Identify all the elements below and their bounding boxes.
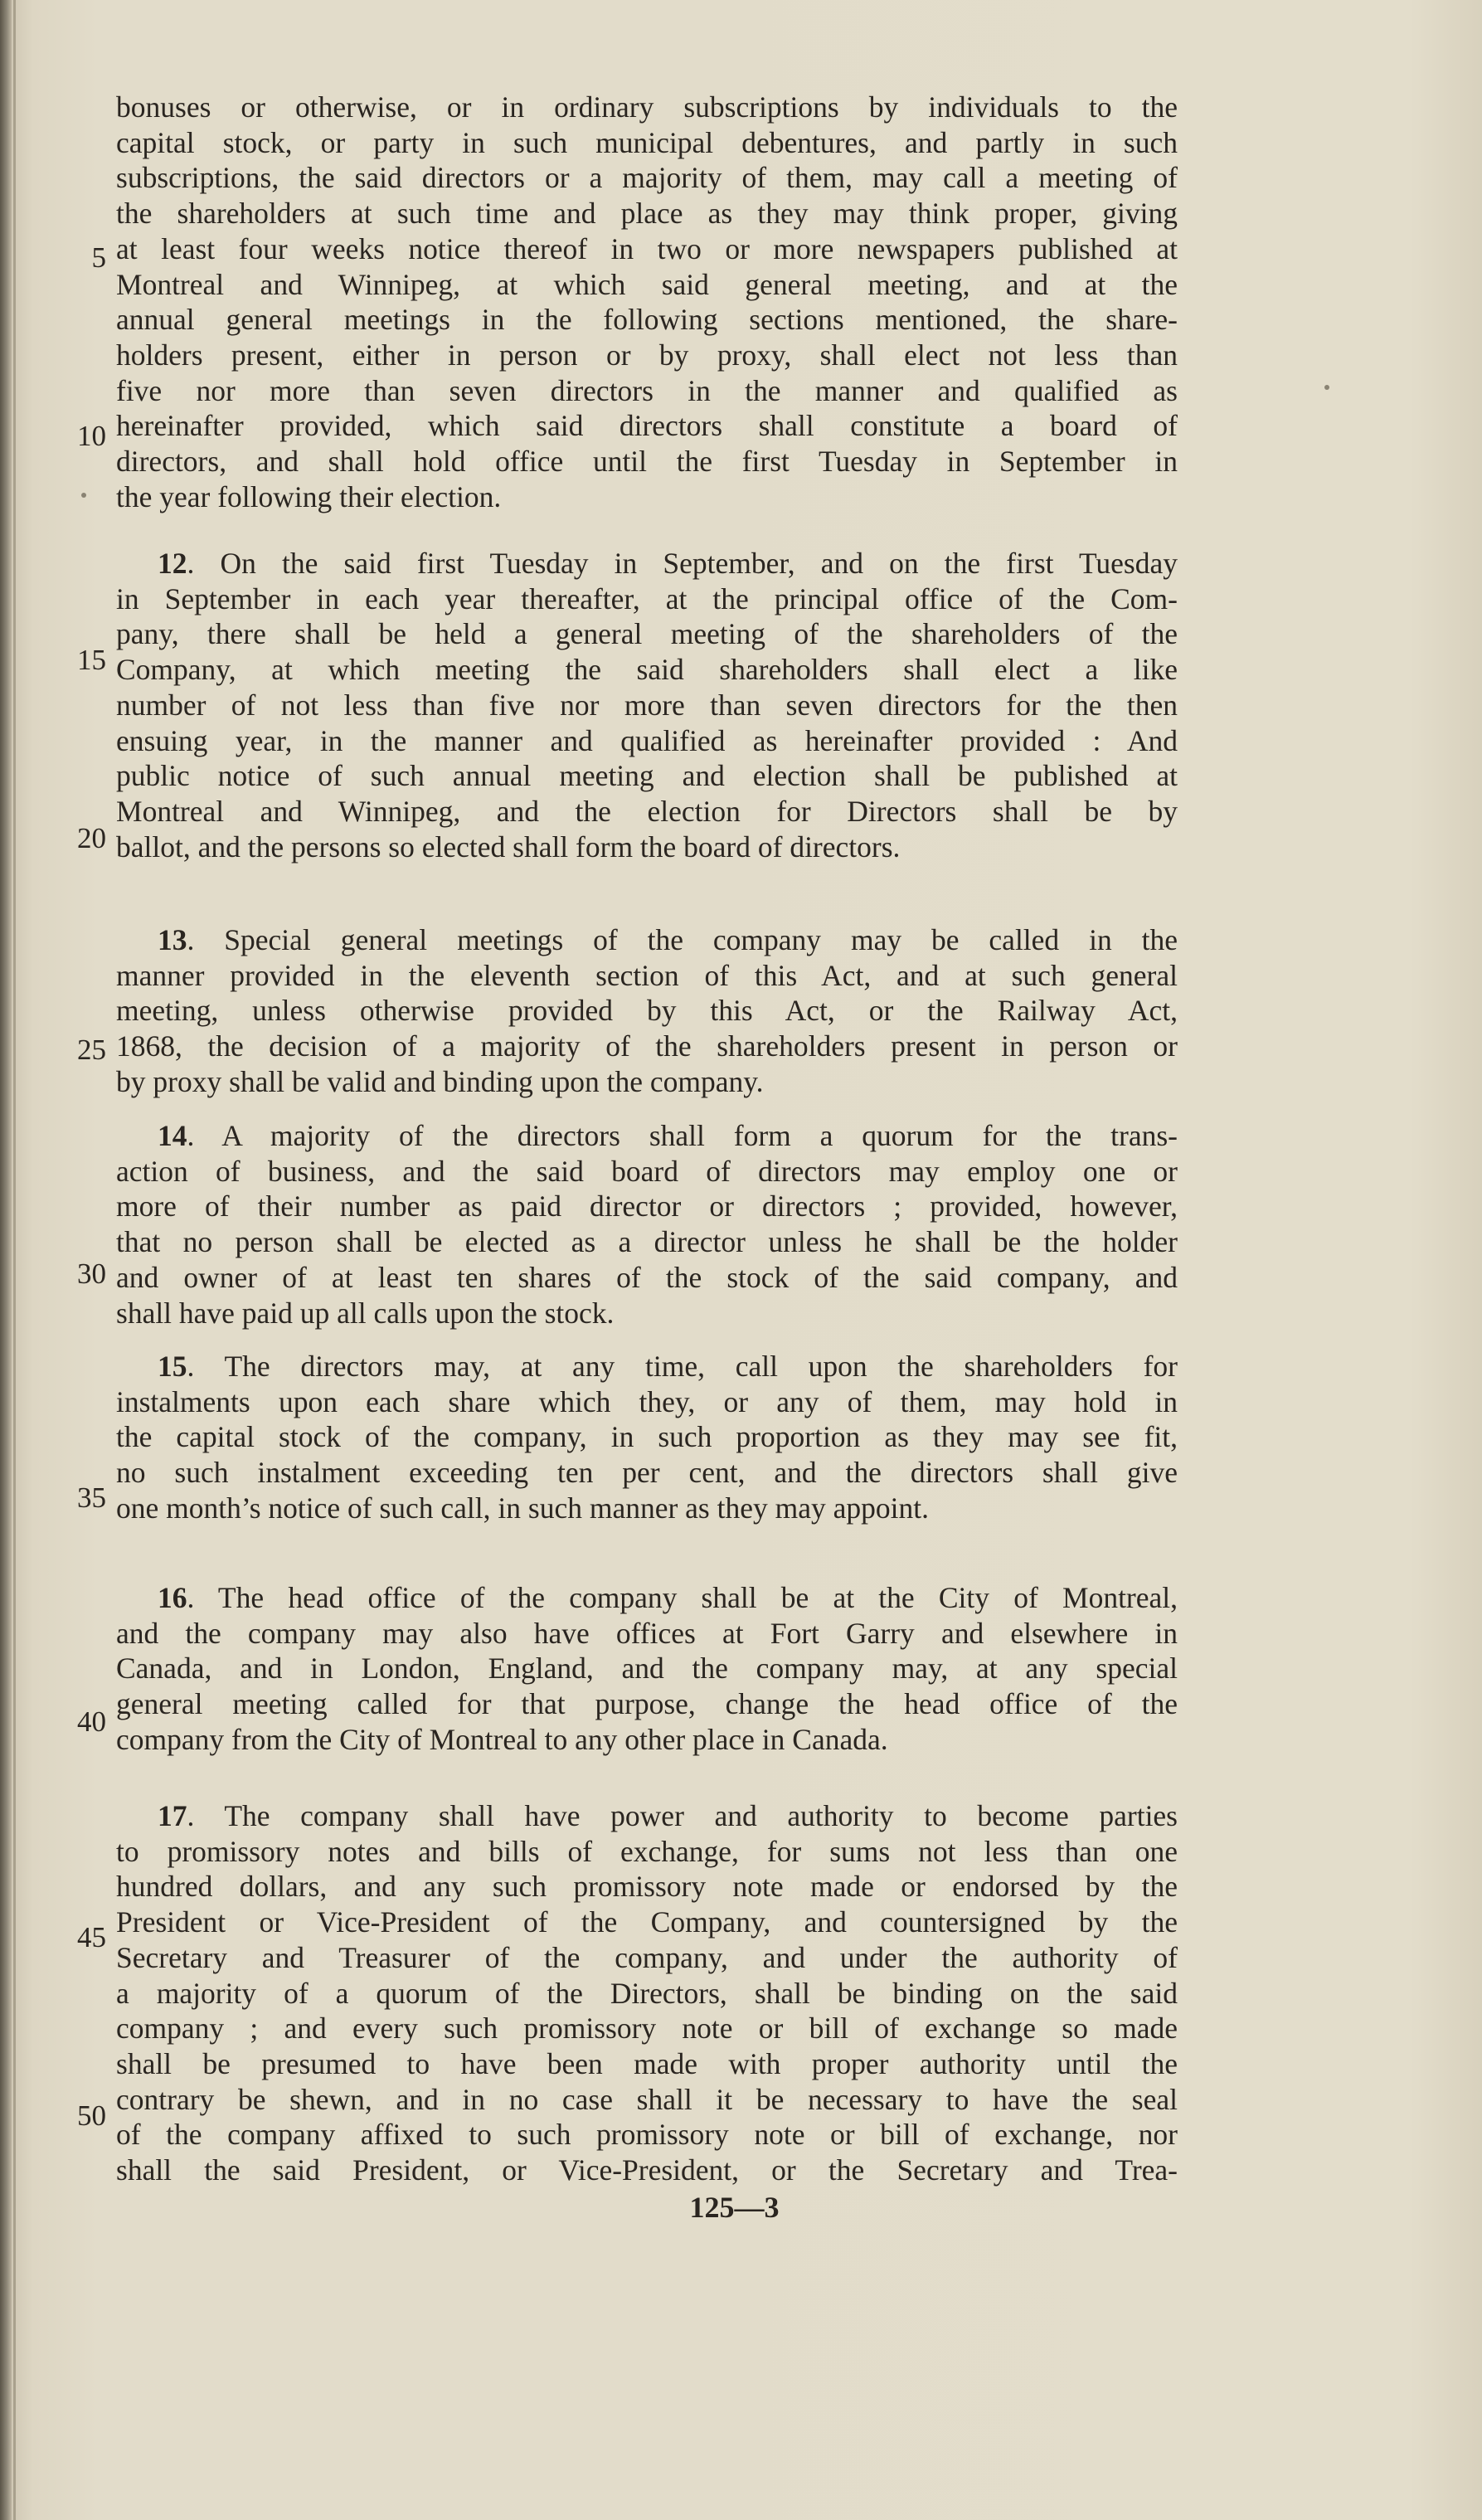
line-number: 20	[77, 822, 106, 854]
section-number: 12	[158, 547, 187, 580]
text-line: action of business, and the said board of directors may employ one or	[116, 1154, 1178, 1188]
text-line: shall the said President, or Vice-President, or the Secretary and Trea-	[116, 2153, 1178, 2187]
text-line: more of their number as paid director or directors ; provided, however,	[116, 1189, 1178, 1224]
text-line: hundred dollars, and any such promissory note made or endorsed by the	[116, 1870, 1178, 1904]
text-line: a majority of a quorum of the Directors, shall be binding on the said	[116, 1976, 1178, 2010]
line-number: 5	[91, 241, 106, 274]
text-line	[116, 1798, 1178, 1834]
text-line: Canada, and in London, England, and the company may, at any special	[116, 1652, 1178, 1686]
binding-line	[13, 0, 16, 2520]
line-text: . A majority of the directors shall form a quorum for the trans-	[187, 1119, 1178, 1152]
text-line: Company, at which meeting the said shareholders shall elect a like	[116, 653, 1178, 687]
text-line: Montreal and Winnipeg, and the election for Directors shall be by	[116, 794, 1178, 828]
section-12	[116, 546, 1178, 864]
text-line: meeting, unless otherwise provided by this Act, or the Railway Act,	[116, 994, 1178, 1028]
section-number: 14	[158, 1119, 187, 1152]
text-line: by proxy shall be valid and binding upon the company.	[116, 1064, 764, 1098]
signature-mark: 125—3	[689, 2191, 780, 2224]
text-line: of the company affixed to such promissory note or bill of exchange, nor	[116, 2118, 1178, 2152]
line-text: . On the said first Tuesday in September, and on the first Tuesday	[187, 547, 1178, 580]
text-line: at least four weeks notice thereof in two or more newspapers published at	[116, 231, 1178, 265]
text-line: Secretary and Treasurer of the company, and under the authority of	[116, 1940, 1178, 1974]
section-17	[116, 1798, 1178, 2188]
section-number: 13	[158, 923, 187, 956]
margin-mark	[1324, 385, 1329, 390]
section-13	[116, 922, 1178, 1100]
text-line: directors, and shall hold office until the first Tuesday in September in	[116, 445, 1178, 479]
text-line: five nor more than seven directors in the manner and qualified as	[116, 373, 1178, 407]
line-text: . The directors may, at any time, call upon the shareholders for	[187, 1350, 1178, 1383]
line-number: 10	[77, 420, 106, 452]
line-number: 15	[77, 644, 106, 676]
line-number: 30	[77, 1258, 106, 1290]
text-line: one month’s notice of such call, in such manner as they may appoint.	[116, 1491, 929, 1525]
text-line: instalments upon each share which they, or any of them, may hold in	[116, 1384, 1178, 1418]
line-text: . The head office of the company shall be at the City of Montreal,	[187, 1581, 1178, 1614]
text-line: ensuing year, in the manner and qualified as hereinafter provided : And	[116, 723, 1178, 757]
text-line	[116, 1349, 1178, 1384]
text-line: and the company may also have offices at Fort Garry and elsewhere in	[116, 1616, 1178, 1650]
line-number: 45	[77, 1921, 106, 1953]
page-footer	[0, 2190, 1482, 2225]
text-line: shall be presumed to have been made with proper authority until the	[116, 2046, 1178, 2080]
text-line: holders present, either in person or by proxy, shall elect not less than	[116, 338, 1178, 372]
line-number: 50	[77, 2099, 106, 2132]
text-line: manner provided in the eleventh section of this Act, and at such general	[116, 958, 1178, 992]
text-line	[116, 546, 1178, 581]
text-line: bonuses or otherwise, or in ordinary subscriptions by individuals to the	[116, 90, 1178, 124]
margin-mark	[81, 493, 86, 498]
text-line	[116, 1580, 1178, 1616]
text-line: company from the City of Montreal to any other place in Canada.	[116, 1722, 888, 1756]
binding-edge	[0, 0, 12, 2520]
line-text: . The company shall have power and authority to become parties	[187, 1799, 1178, 1832]
text-line: the year following their election.	[116, 479, 502, 513]
text-line: shall have paid up all calls upon the stock.	[116, 1296, 615, 1330]
line-text: . Special general meetings of the company may be called in the	[187, 923, 1178, 956]
line-number: 25	[77, 1034, 106, 1066]
text-line: general meeting called for that purpose, change the head office of the	[116, 1687, 1178, 1721]
text-line: contrary be shewn, and in no case shall it be necessary to have the seal	[116, 2082, 1178, 2116]
text-line: President or Vice-President of the Company, and countersigned by the	[116, 1905, 1178, 1939]
text-line	[116, 1118, 1178, 1154]
text-line: ballot, and the persons so elected shall form the board of directors.	[116, 829, 901, 864]
section-number: 15	[158, 1350, 187, 1383]
section-16	[116, 1580, 1178, 1758]
section-14	[116, 1118, 1178, 1331]
text-line	[116, 922, 1178, 958]
text-line: company ; and every such promissory note or bill of exchange so made	[116, 2012, 1178, 2046]
text-line: that no person shall be elected as a director unless he shall be the holder	[116, 1225, 1178, 1259]
text-line: capital stock, or party in such municipal debentures, and partly in such	[116, 125, 1178, 159]
text-line: the shareholders at such time and place as they may think proper, giving	[116, 197, 1178, 231]
section-15	[116, 1349, 1178, 1526]
text-line: annual general meetings in the following sections mentioned, the share-	[116, 303, 1178, 337]
paragraph-continued	[116, 90, 1178, 514]
text-line: subscriptions, the said directors or a majority of them, may call a meeting of	[116, 161, 1178, 195]
section-number: 17	[158, 1799, 187, 1832]
text-line: public notice of such annual meeting and election shall be published at	[116, 759, 1178, 793]
text-line: 1868, the decision of a majority of the shareholders present in person or	[116, 1029, 1178, 1063]
text-line: hereinafter provided, which said directors shall constitute a board of	[116, 409, 1178, 443]
section-number: 16	[158, 1581, 187, 1614]
text-line: in September in each year thereafter, at the principal office of the Com-	[116, 581, 1178, 615]
text-line: Montreal and Winnipeg, at which said general meeting, and at the	[116, 267, 1178, 301]
line-number: 35	[77, 1481, 106, 1514]
text-line: the capital stock of the company, in such proportion as they may see fit,	[116, 1420, 1178, 1454]
text-line: number of not less than five nor more than seven directors for the then	[116, 688, 1178, 722]
text-line: no such instalment exceeding ten per cent, and the directors shall give	[116, 1456, 1178, 1490]
text-line: and owner of at least ten shares of the stock of the said company, and	[116, 1260, 1178, 1294]
text-line: to promissory notes and bills of exchange, for sums not less than one	[116, 1834, 1178, 1868]
text-line: pany, there shall be held a general meeting of the shareholders of the	[116, 617, 1178, 651]
line-number: 40	[77, 1705, 106, 1738]
